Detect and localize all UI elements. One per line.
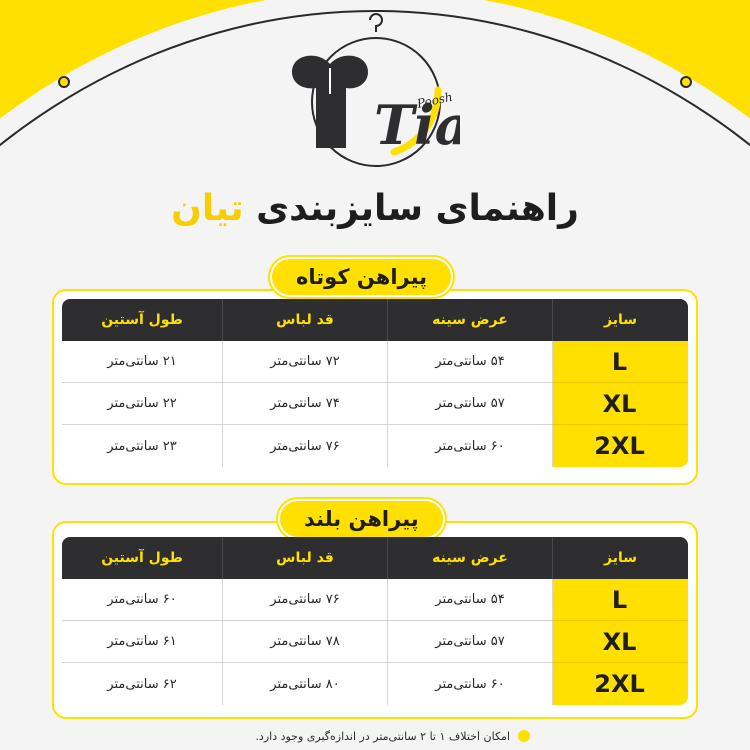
footnote-text: امکان اختلاف ۱ تا ۲ سانتی‌متر در اندازه‌گیری وجود دارد. (255, 729, 510, 743)
sleeve-cell: ۲۱ سانتی‌متر (62, 341, 222, 383)
short-shirt-size-table (62, 299, 688, 467)
header-chest: عرض سینه (387, 299, 552, 341)
page-title (0, 188, 750, 229)
chest-cell: ۵۴ سانتی‌متر (387, 341, 552, 383)
page-title-text: راهنمای سایزبندی (256, 188, 579, 229)
short-shirt-section (52, 257, 698, 489)
table-row (62, 425, 688, 467)
header-chest: عرض سینه (387, 537, 552, 579)
table-header-row (62, 299, 688, 341)
length-cell: ۷۲ سانتی‌متر (222, 341, 387, 383)
sleeve-cell: ۲۳ سانتی‌متر (107, 438, 177, 454)
size-cell: 2XL (552, 425, 688, 467)
size-cell: L (552, 341, 688, 383)
size-cell: 2XL (552, 663, 688, 705)
size-cell: XL (552, 621, 688, 663)
logo-graphic (270, 10, 460, 170)
table-header-row (62, 537, 688, 579)
sleeve-cell: ۲۲ سانتی‌متر (62, 383, 222, 425)
table-row (62, 383, 688, 425)
table-row (62, 579, 688, 621)
brand-logo (270, 10, 460, 170)
length-cell: ۸۰ سانتی‌متر (222, 663, 387, 705)
chest-cell: ۵۷ سانتی‌متر (387, 383, 552, 425)
short-shirt-label: پیراهن کوتاه (270, 257, 453, 297)
bullet-icon (518, 730, 530, 742)
decorative-dot-left (58, 76, 70, 88)
size-cell: XL (552, 383, 688, 425)
header-size: سایز (552, 299, 688, 341)
length-cell: ۷۶ سانتی‌متر (222, 425, 387, 467)
length-cell: ۷۴ سانتی‌متر (222, 383, 387, 425)
chest-cell: ۵۷ سانتی‌متر (387, 621, 552, 663)
length-cell: ۷۶ سانتی‌متر (222, 579, 387, 621)
header-sleeve: طول آستین (62, 299, 222, 341)
header-size: سایز (552, 537, 688, 579)
table-row (62, 663, 688, 705)
sleeve-cell: ۶۰ سانتی‌متر (62, 579, 222, 621)
header-length: قد لباس (222, 299, 387, 341)
long-shirt-section (52, 499, 698, 721)
chest-cell: ۶۰ سانتی‌متر (387, 663, 552, 705)
size-cell: L (552, 579, 688, 621)
hanger-hook-icon (370, 14, 382, 32)
length-cell: ۷۸ سانتی‌متر (222, 621, 387, 663)
table-row (62, 341, 688, 383)
page-title-brand: تیان (171, 188, 244, 229)
footnote (230, 726, 530, 746)
chest-cell: ۵۴ سانتی‌متر (387, 579, 552, 621)
logo-wordmark: Ti (374, 93, 435, 157)
sleeve-cell: ۶۲ سانتی‌متر (107, 676, 177, 692)
long-shirt-size-table (62, 537, 688, 705)
header-sleeve: طول آستین (62, 537, 222, 579)
chest-cell: ۶۰ سانتی‌متر (387, 425, 552, 467)
decorative-dot-right (680, 76, 692, 88)
long-shirt-label: پیراهن بلند (278, 499, 445, 539)
header-length: قد لباس (222, 537, 387, 579)
logo-subword: Poosh (415, 89, 454, 111)
sleeve-cell: ۶۱ سانتی‌متر (62, 621, 222, 663)
table-row (62, 621, 688, 663)
